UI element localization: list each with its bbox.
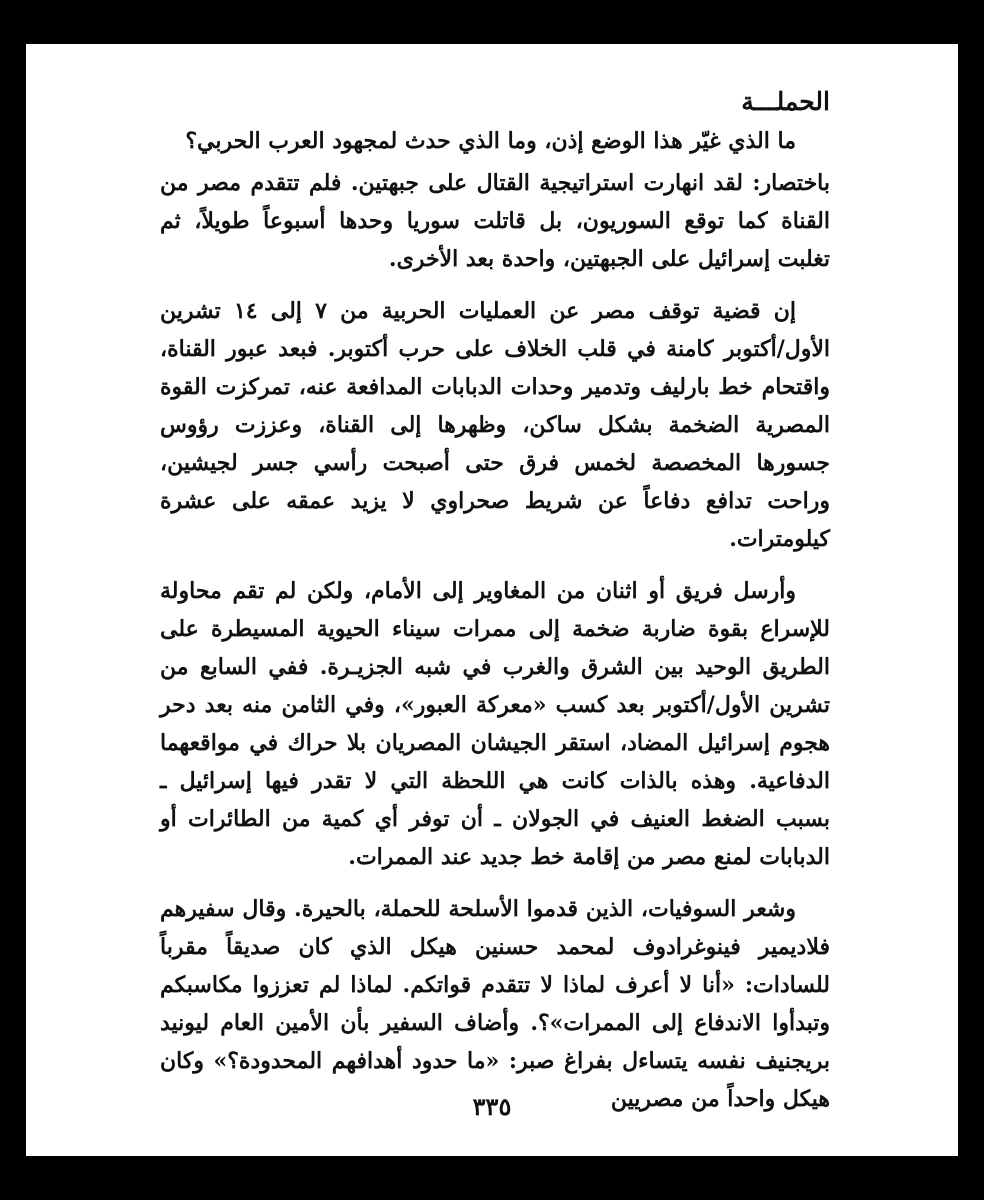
section-heading: الحملـــة (741, 87, 830, 116)
page-content (160, 84, 830, 1132)
paragraph-2: باختصار: لقد انهارت استراتيجية القتال على جبهتين. فلم تتقدم مصر من القناة كما توقع السوريون، بل قاتلت سوريا وحدها أسبوعاً طويلاً، ثم تغلبت إسرائيل على الجبهتين، واحدة بعد الأخرى. (160, 170, 830, 272)
book-page (26, 44, 958, 1156)
paragraph-3: إن قضية توقف مصر عن العمليات الحربية من ٧ إلى ١٤ تشرين الأول/أكتوبر كامنة في قلب الخلاف على حرب أكتوبر. فبعد عبور القناة، واقتحام خط بارليف وتدمير وحدات الدبابات المدافعة عنه، تمركزت القوة المصرية الضخمة بشكل ساكن، وظهرها إلى القناة، وعززت رؤوس جسورها المخصصة لخمس فرق حتى أصبحت رأسي جسر لجيشين، وراحت تدافع دفاعاً عن شريط صحراوي لا يزيد عمقه على عشرة كيلومترات. (160, 298, 830, 552)
page-number: ٣٣٥ (472, 1092, 512, 1121)
paragraph-1: ما الذي غيّر هذا الوضع إذن، وما الذي حدث لمجهود العرب الحربي؟ (185, 128, 796, 154)
paragraph-4: وأرسل فريق أو اثنان من المغاوير إلى الأمام، ولكن لم تقم محاولة للإسراع بقوة ضاربة ضخمة إلى ممرات سيناء الحيوية المسيطرة على الطريق الوحيد بين الشرق والغرب في شبه الجزيـرة. ففي السابع من تشرين الأول/أكتوبر بعد كسب «معركة العبور»، وفي الثامن منه بعد دحر هجوم إسرائيل المضاد، استقر الجيشان المصريان بلا حراك في مواقعهما الدفاعية. وهذه بالذات كانت هي اللحظة التي لا تقدر فيها إسرائيل ـ بسبب الضغط العنيف في الجولان ـ أن توفر أي كمية من الطائرات أو الدبابات لمنع مصر من إقامة خط جديد عند الممرات. (160, 578, 830, 870)
paragraph-5: وشعر السوفيات، الذين قدموا الأسلحة للحملة، بالحيرة. وقال سفيرهم فلاديمير فينوغرادوف لمحمد حسنين هيكل الذي كان صديقاً مقرباً للسادات: «أنا لا أعرف لماذا لا تتقدم قواتكم. لماذا لم تعززوا مكاسبكم وتبدأوا الاندفاع إلى الممرات»؟. وأضاف السفير بأن الأمين العام ليونيد بريجنيف نفسه يتساءل بفراغ صبر: «ما حدود أهدافهم المحدودة؟» وكان هيكل واحداً من مصريين (160, 896, 830, 1112)
